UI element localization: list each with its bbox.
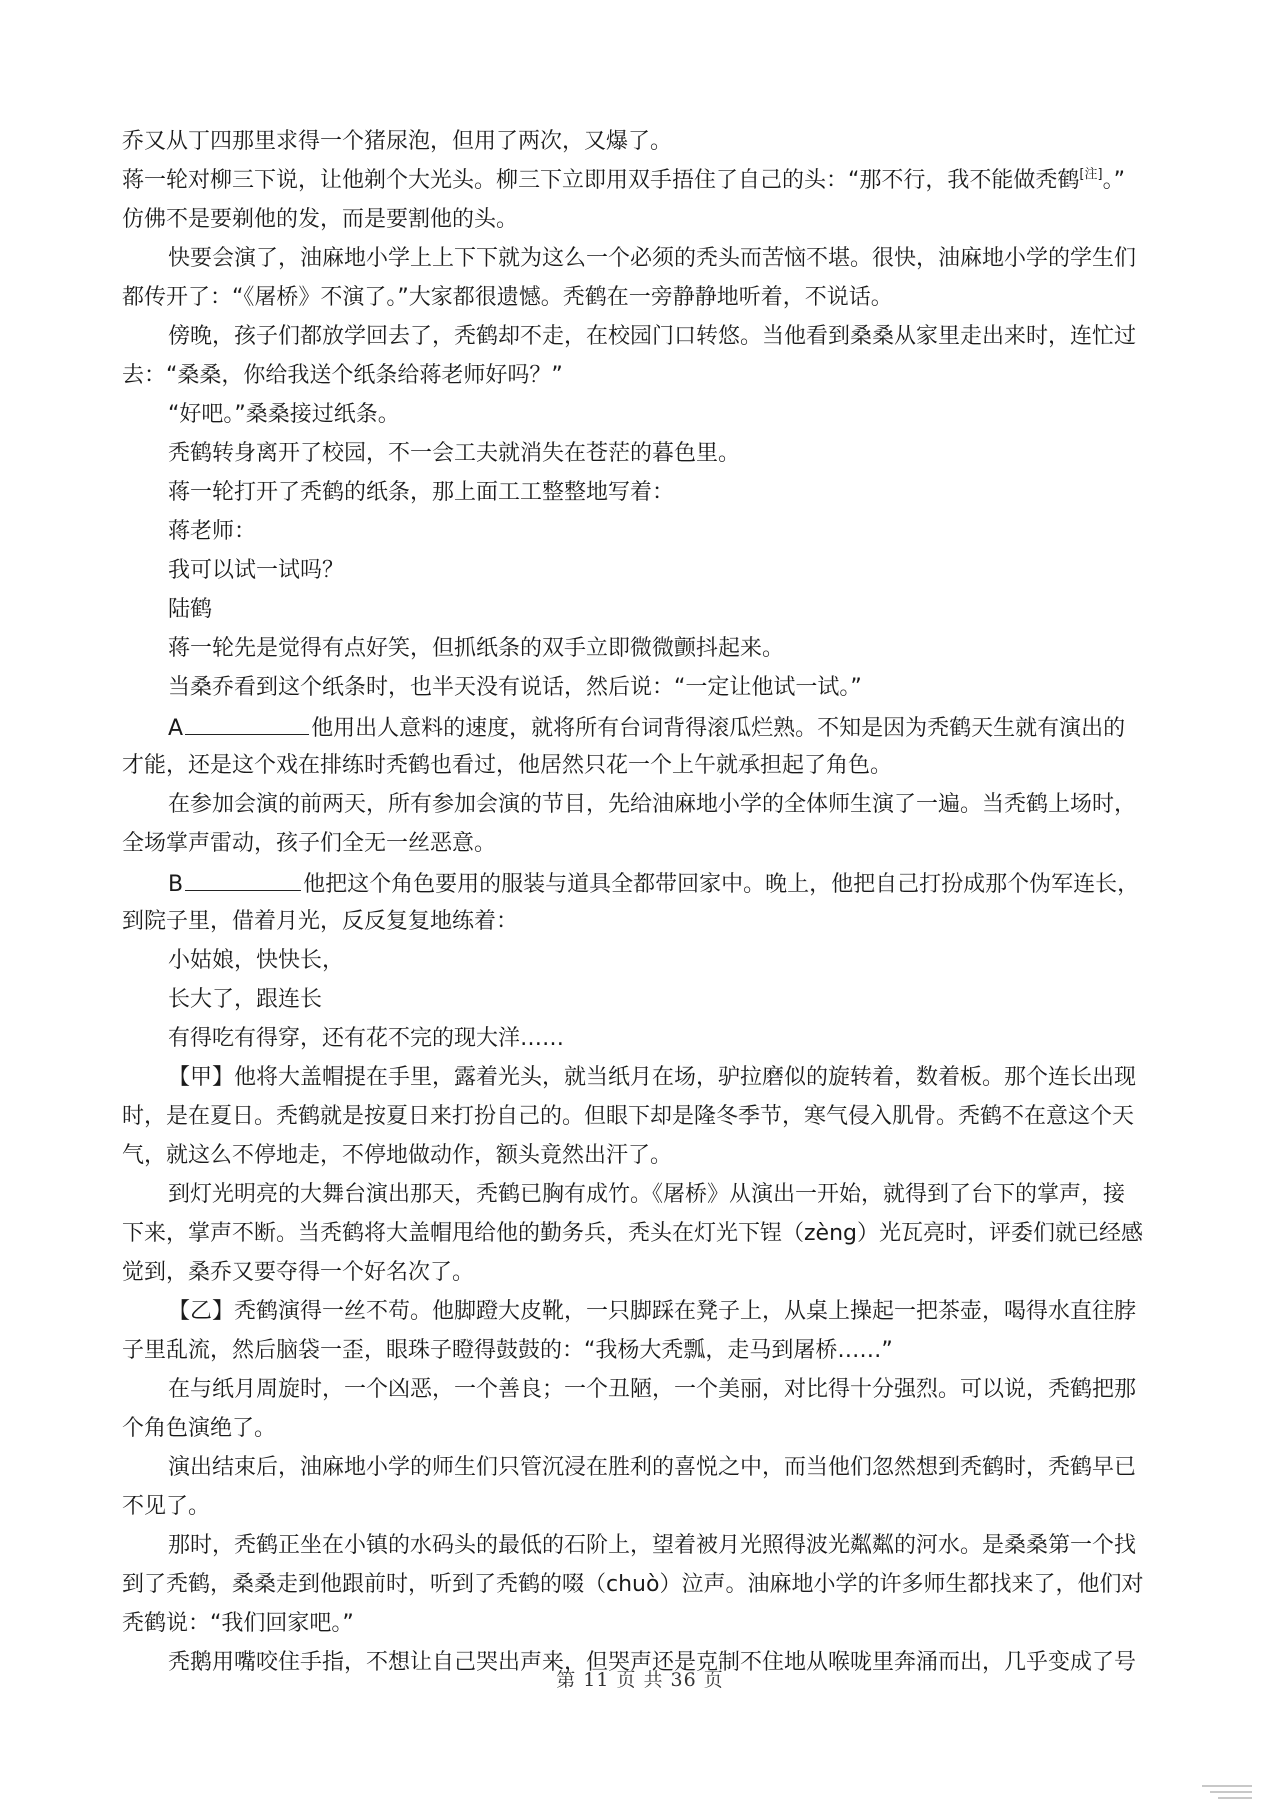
scroll-lines-icon [1202, 1785, 1252, 1807]
line-text: 个角色演绝了。 [122, 1416, 277, 1441]
text-line [168, 1531, 1172, 1561]
text-line [122, 127, 1172, 157]
line-text: 下来，掌声不断。当秃鹤将大盖帽甩给他的勤务兵，秃头在灯光下锃（zèng）光瓦亮时，评委们就已经感 [122, 1221, 1143, 1246]
line-text: 子里乱流，然后脑袋一歪，眼珠子瞪得鼓鼓的：“我杨大秃瓢，走马到屠桥……” [122, 1338, 893, 1363]
text-line [122, 1141, 1172, 1171]
text-line [122, 1336, 1172, 1366]
line-text: 气，就这么不停地走，不停地做动作，额头竟然出汗了。 [122, 1143, 673, 1168]
text-line [122, 1414, 1172, 1444]
text-line [122, 166, 1172, 196]
line-text: 蒋老师： [168, 519, 257, 544]
text-line [122, 361, 1172, 391]
text-line [122, 751, 1172, 781]
blank-label: A [168, 716, 184, 741]
text-line [168, 1063, 1172, 1093]
line-text: “好吧。”桑桑接过纸条。 [168, 402, 400, 427]
text-line [168, 1297, 1172, 1327]
text-line [168, 439, 1172, 469]
text-line [122, 829, 1172, 859]
line-text: 快要会演了，油麻地小学上上下下就为这么一个必须的秃头而苦恼不堪。很快，油麻地小学的学生们 [168, 246, 1137, 271]
text-line [122, 1570, 1172, 1600]
text-line [168, 1024, 1172, 1054]
fill-in-blank [185, 712, 309, 735]
text-line [122, 1219, 1172, 1249]
text-line [168, 556, 1172, 586]
text-line [168, 1180, 1172, 1210]
text-line [122, 1609, 1172, 1639]
line-text: 在参加会演的前两天，所有参加会演的节目，先给油麻地小学的全体师生演了一遍。当秃鹤上场时， [168, 792, 1137, 817]
line-text: 乔又从丁四那里求得一个猪尿泡，但用了两次，又爆了。 [122, 129, 673, 154]
text-line [168, 868, 1172, 900]
line-text: 去：“桑桑，你给我送个纸条给蒋老师好吗？” [122, 363, 563, 388]
text-line [122, 907, 1172, 937]
text-line [168, 790, 1172, 820]
text-line [168, 595, 1172, 625]
fill-in-blank [185, 868, 301, 891]
text-line [168, 244, 1172, 274]
line-text: 全场掌声雷动，孩子们全无一丝恶意。 [122, 831, 497, 856]
line-text: 演出结束后，油麻地小学的师生们只管沉浸在胜利的喜悦之中，而当他们忽然想到秃鹤时，秃鹤早已 [168, 1455, 1137, 1480]
line-text: 秃鹅用嘴咬住手指，不想让自己哭出声来，但哭声还是克制不住地从喉咙里奔涌而出，几乎变成了号 [168, 1650, 1137, 1675]
line-text: 到灯光明亮的大舞台演出那天，秃鹤已胸有成竹。《屠桥》从演出一开始，就得到了台下的掌声，接 [168, 1182, 1126, 1207]
line-text: 蒋一轮对柳三下说，让他剃个大光头。柳三下立即用双手捂住了自己的头：“那不行，我不能做秃鹤 [122, 168, 1080, 193]
line-text: 小姑娘，快快长， [168, 948, 345, 973]
text-line [168, 400, 1172, 430]
text-line [122, 1258, 1172, 1288]
line-text: 蒋一轮打开了秃鹤的纸条，那上面工工整整地写着： [168, 480, 675, 505]
text-line [122, 1492, 1172, 1522]
line-text: 秃鹤转身离开了校园，不一会工夫就消失在苍茫的暮色里。 [168, 441, 741, 466]
line-text: 在与纸月周旋时，一个凶恶，一个善良；一个丑陋，一个美丽，对比得十分强烈。可以说，秃鹤把那 [168, 1377, 1137, 1402]
text-line [168, 1375, 1172, 1405]
line-text: 秃鹤说：“我们回家吧。” [122, 1611, 354, 1636]
line-text: 当桑乔看到这个纸条时，也半天没有说话，然后说：“一定让他试一试。” [168, 675, 862, 700]
text-line [168, 1453, 1172, 1483]
line-text: 觉到，桑乔又要夺得一个好名次了。 [122, 1260, 475, 1285]
page-footer: 第 11 页 共 36 页 [556, 1669, 724, 1691]
line-text: 那时，秃鹤正坐在小镇的水码头的最低的石阶上，望着被月光照得波光粼粼的河水。是桑桑第一个找 [168, 1533, 1137, 1558]
line-text: 都传开了：“《屠桥》不演了。”大家都很遗憾。秃鹤在一旁静静地听着，不说话。 [122, 285, 893, 310]
line-text: 有得吃有得穿，还有花不完的现大洋…… [168, 1026, 565, 1051]
line-text: 傍晚，孩子们都放学回去了，秃鹤却不走，在校园门口转悠。当他看到桑桑从家里走出来时，连忙过 [168, 324, 1137, 349]
line-text: 长大了，跟连长 [168, 987, 323, 1012]
line-text: 仿佛不是要剃他的发，而是要割他的头。 [122, 207, 519, 232]
text-line [168, 946, 1172, 976]
text-line [168, 517, 1172, 547]
blank-label: B [168, 872, 184, 897]
text-line [122, 1102, 1172, 1132]
line-text: 【乙】秃鹤演得一丝不苟。他脚蹬大皮靴，一只脚踩在凳子上，从桌上操起一把茶壶，喝得水直往脖 [168, 1299, 1137, 1324]
line-text: 不见了。 [122, 1494, 211, 1519]
text-line [122, 205, 1172, 235]
line-text: 时，是在夏日。秃鹤就是按夏日来打扮自己的。但眼下却是隆冬季节，寒气侵入肌骨。秃鹤不在意这个天 [122, 1104, 1135, 1129]
line-text: 【甲】他将大盖帽提在手里，露着光头，就当纸月在场，驴拉磨似的旋转着，数着板。那个连长出现 [168, 1065, 1137, 1090]
line-text: 蒋一轮先是觉得有点好笑，但抓纸条的双手立即微微颤抖起来。 [168, 636, 785, 661]
footnote-marker: [注] [1079, 167, 1103, 182]
text-line [168, 478, 1172, 508]
line-text: 才能，还是这个戏在排练时秃鹤也看过，他居然只花一个上午就承担起了角色。 [122, 753, 893, 778]
text-line [168, 673, 1172, 703]
line-text: 到院子里，借着月光，反反复复地练着： [122, 909, 519, 934]
line-text: 他把这个角色要用的服装与道具全都带回家中。晚上，他把自己打扮成那个伪军连长， [303, 872, 1140, 897]
line-text: 陆鹤 [168, 597, 213, 622]
line-text: 到了秃鹤，桑桑走到他跟前时，听到了秃鹤的啜（chuò）泣声。油麻地小学的许多师生都找来了，他们对 [122, 1572, 1144, 1597]
line-text: 我可以试一试吗？ [168, 558, 345, 583]
text-line [122, 283, 1172, 313]
text-line [168, 712, 1172, 744]
text-line [168, 985, 1172, 1015]
line-text-tail: 。” [1102, 168, 1125, 193]
line-text: 他用出人意料的速度，就将所有台词背得滚瓜烂熟。不知是因为秃鹤天生就有演出的 [311, 716, 1126, 741]
text-line [168, 634, 1172, 664]
text-line [168, 322, 1172, 352]
